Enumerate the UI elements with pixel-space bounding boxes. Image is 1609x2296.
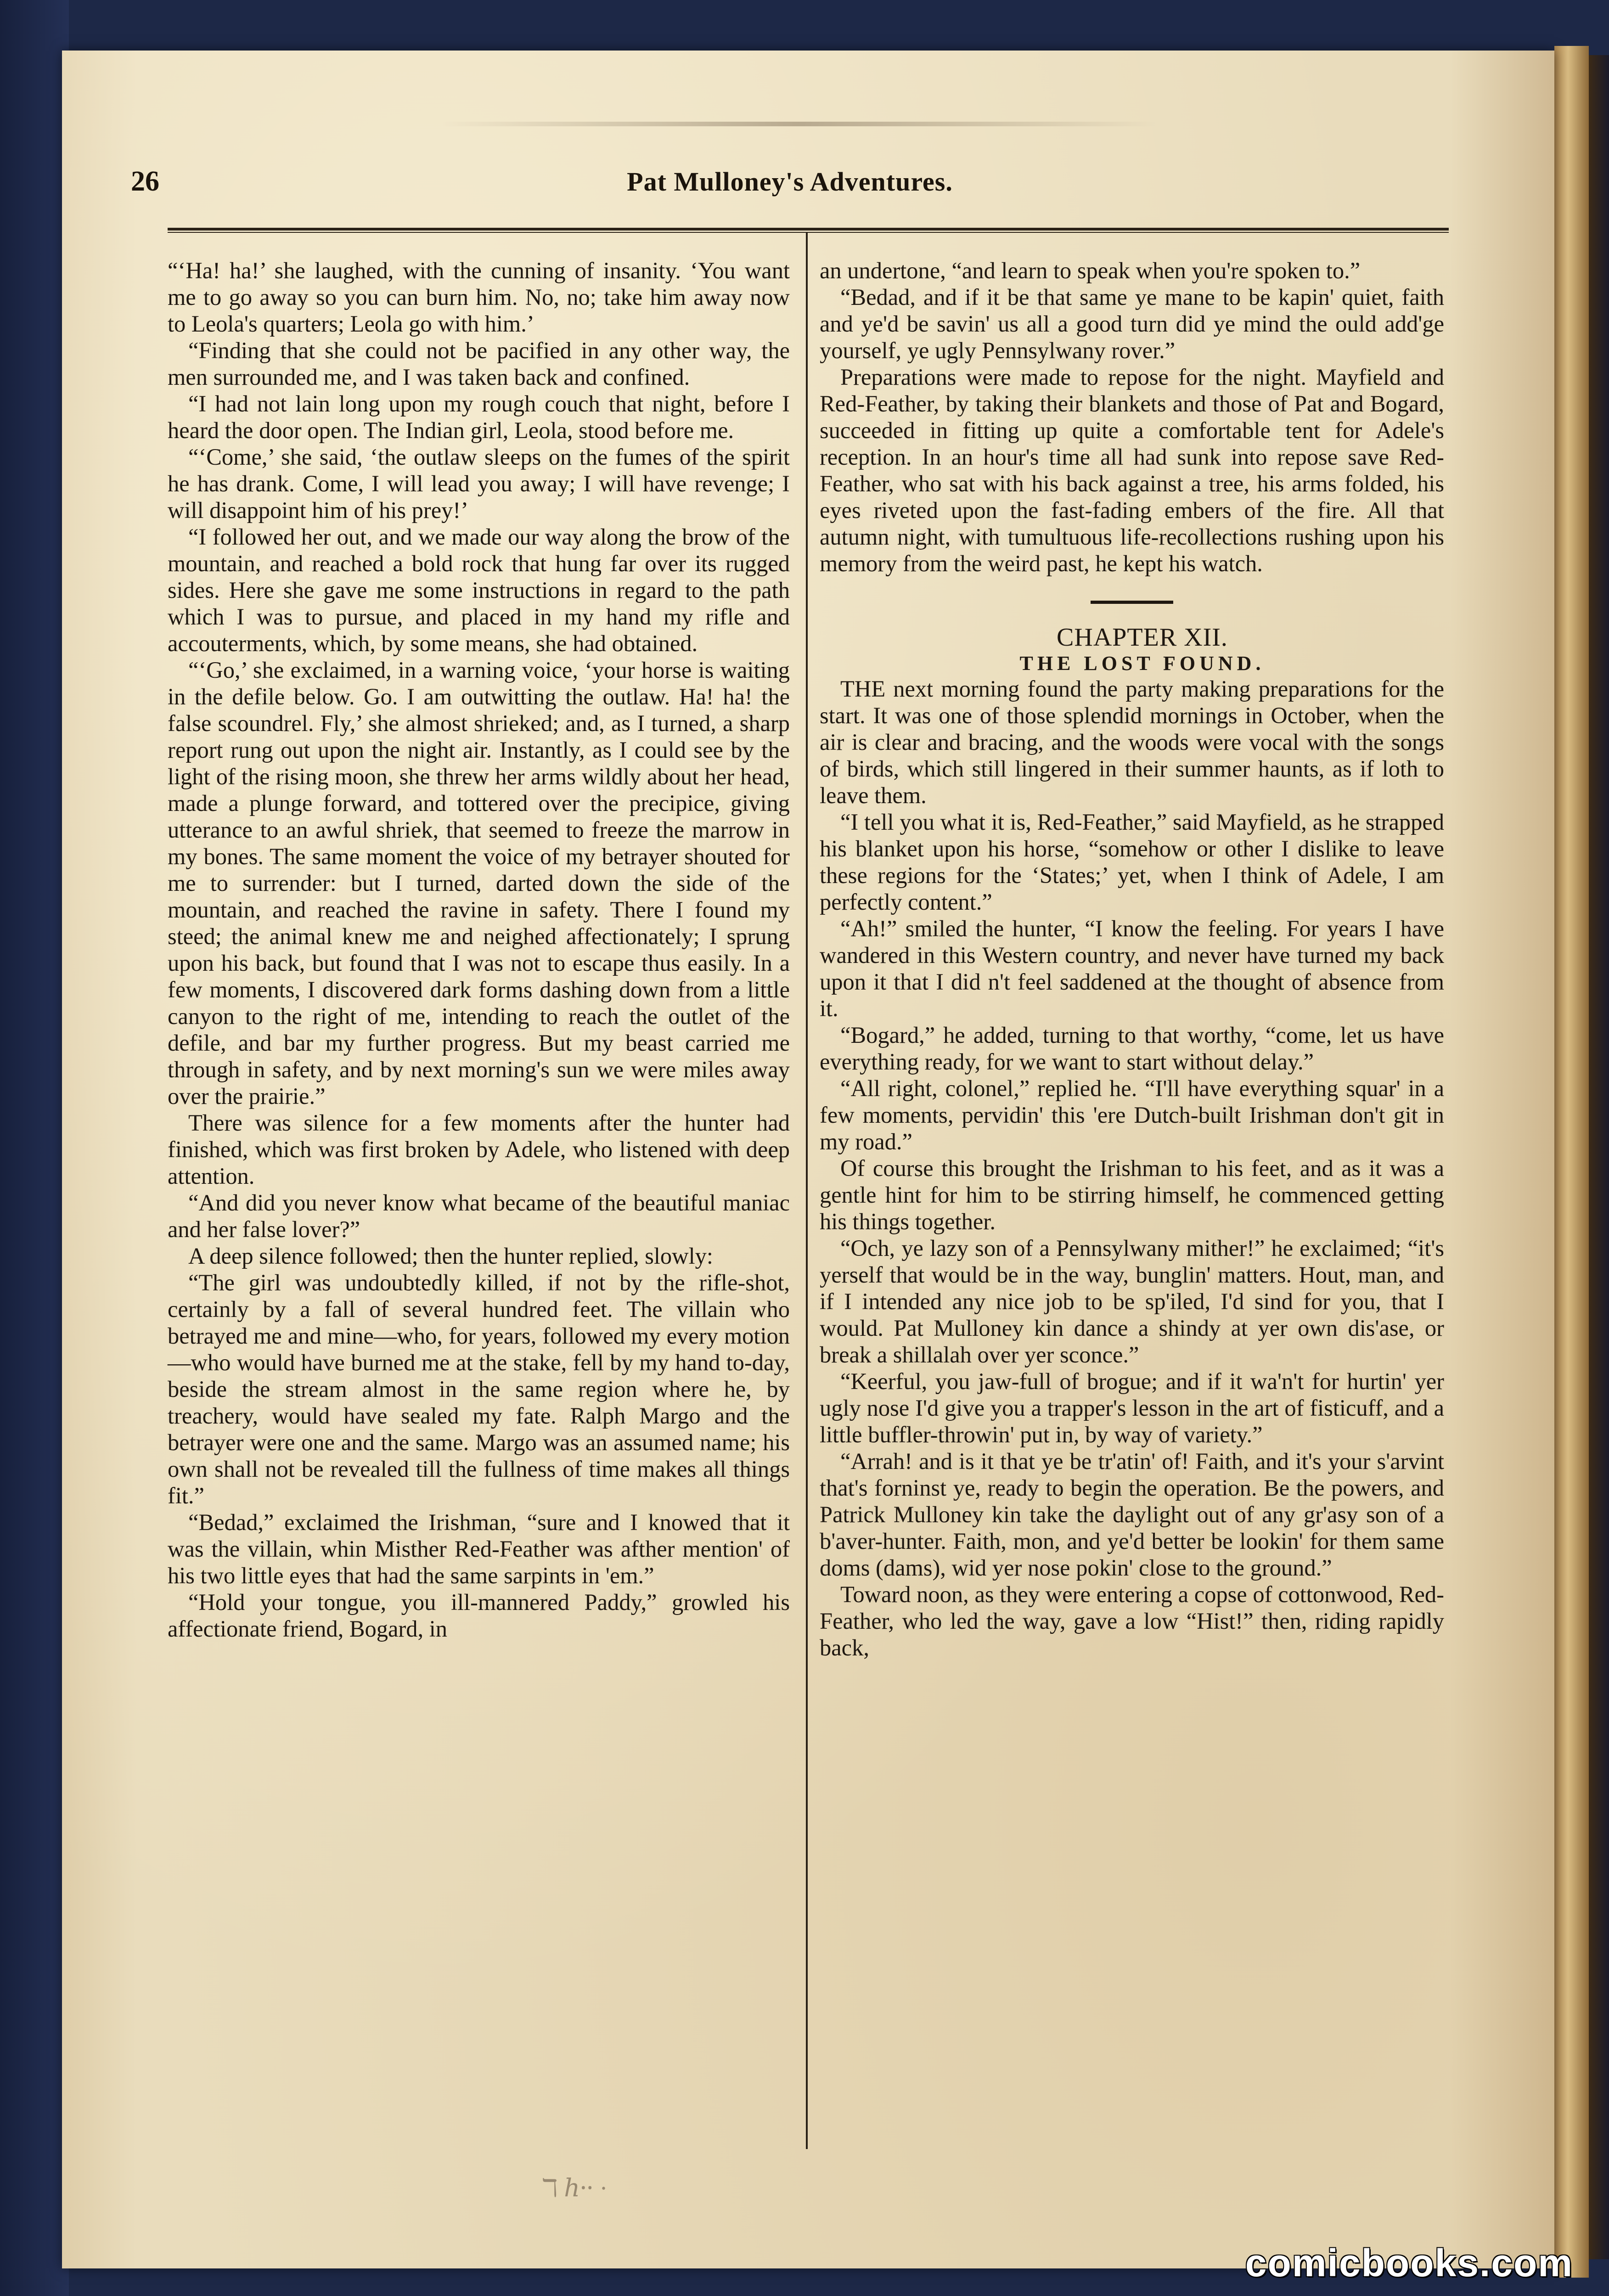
paragraph: “Ah!” smiled the hunter, “I know the feeling. For years I have wandered in this Western country, and never have turned my back upon it that I did n't feel saddened at the thought of absence from it. xyxy=(820,916,1444,1021)
page-number: 26 xyxy=(131,166,159,197)
paragraph: THE next morning found the party making preparations for the start. It was one of those splendid mornings in October, when the air is clear and bracing, and the woods were vocal with the songs of birds, which still lingered in their summer haunts, as if loth to leave them. xyxy=(820,676,1444,808)
page-spine xyxy=(1554,46,1589,2278)
paragraph: “The girl was undoubtedly killed, if not by the rifle-shot, certainly by a fall of several hundred feet. The villain who betrayed me and mine—who, for years, followed my every motion—who would have burned me at the stake, fell by my hand to-day, beside the stream almost in the same region where he, by treachery, would have sealed my fate. Ralph Margo and the betrayer were one and the same. Margo was an assumed name; his own shall not be revealed till the fullness of time makes all things fit.” xyxy=(168,1270,790,1508)
paragraph: “Bogard,” he added, turning to that worthy, “come, let us have everything ready, for we want to start without delay.” xyxy=(820,1022,1444,1075)
chapter-title: CHAPTER XII. xyxy=(1057,623,1228,652)
paragraph: “All right, colonel,” replied he. “I'll have everything squar' in a few moments, pervidin' this 'ere Dutch-built Irishman don't git in my road.” xyxy=(820,1075,1444,1154)
paragraph: “I followed her out, and we made our way along the brow of the mountain, and reached a bold rock that hung far over its rugged sides. Here she gave me some instructions in regard to the path which I was to pursue, and placed in my hand my rifle and accouterments, which, by some means, she had obtained. xyxy=(168,524,790,656)
paragraph: Toward noon, as they were entering a copse of cottonwood, Red-Feather, who led the way, gave a low “Hist!” then, riding rapidly back, xyxy=(820,1581,1444,1660)
paragraph: “And did you never know what became of the beautiful maniac and her false lover?” xyxy=(168,1190,790,1242)
background-left xyxy=(0,0,69,2296)
paragraph: “Keerful, you jaw-full of brogue; and if it wa'n't for hurtin' yer ugly nose I'd give you a trapper's lesson in the art of fisticuff, and a little buffler-throwin' put in, by way of variety.” xyxy=(820,1368,1444,1447)
paragraph: “Och, ye lazy son of a Pennsylwany mither!” he exclaimed; “it's yerself that would be in the way, bunglin' matters. Hout, man, and if I intended any nice job to be sp'iled, I'd sind for you, that I would. Pat Mulloney kin dance a shindy at yer own dis'ase, or break a shillalah over yer sconce.” xyxy=(820,1235,1444,1367)
column-divider xyxy=(806,232,808,2149)
top-smudge xyxy=(441,122,1157,126)
paragraph: “Hold your tongue, you ill-mannered Paddy,” growled his affectionate friend, Bogard, in xyxy=(168,1589,790,1642)
left-column xyxy=(168,257,790,1642)
paragraph: Of course this brought the Irishman to his feet, and as it was a gentle hint for him to be stirring himself, he commenced getting his things together. xyxy=(820,1155,1444,1234)
header-rule-thin xyxy=(168,232,1449,233)
chapter-subtitle: THE LOST FOUND. xyxy=(1019,652,1265,675)
paragraph: “I had not lain long upon my rough couch that night, before I heard the door open. The Indian girl, Leola, stood before me. xyxy=(168,391,790,443)
paragraph: an undertone, “and learn to speak when you're spoken to.” xyxy=(820,258,1361,283)
paragraph: There was silence for a few moments after the hunter had finished, which was first broken by Adele, who listened with deep attention. xyxy=(168,1110,790,1189)
book-edge xyxy=(1589,55,1609,2259)
paragraph: “‘Come,’ she said, ‘the outlaw sleeps on the fumes of the spirit he has drank. Come, I will lead you away; I will have revenge; I will disappoint him of his prey!’ xyxy=(168,444,790,523)
paragraph: “Finding that she could not be pacified in any other way, the men surrounded me, and I was taken back and confined. xyxy=(168,338,790,390)
paragraph: “Bedad, and if it be that same ye mane to be kapin' quiet, faith and ye'd be savin' us all a good turn did ye mind the ould add'ge yourself, ye ugly Pennsylwany rover.” xyxy=(820,284,1444,363)
paragraph: “Bedad,” exclaimed the Irishman, “sure and I knowed that it was the villain, whin Misther Red-Feather was afther mention' of his two little eyes that had the same sarpints in 'em.” xyxy=(168,1509,790,1588)
bottom-ink-marks: ℸ ℎ⸱⸱ · xyxy=(542,2174,608,2202)
page-header xyxy=(131,165,1449,207)
paragraph: “‘Ha! ha!’ she laughed, with the cunning of insanity. ‘You want me to go away so you can burn him. No, no; take him away now to Leola's quarters; Leola go with him.’ xyxy=(168,258,790,337)
right-column xyxy=(820,257,1444,1661)
section-separator xyxy=(1091,601,1173,604)
header-rule xyxy=(168,228,1449,231)
paragraph: “I tell you what it is, Red-Feather,” said Mayfield, as he strapped his blanket upon his horse, “somehow or other I dislike to leave these regions for the ‘States;’ yet, when I think of Adele, I am perfectly content.” xyxy=(820,809,1444,915)
paragraph: “‘Go,’ she exclaimed, in a warning voice, ‘your horse is waiting in the defile below. Go. I am outwitting the outlaw. Ha! ha! the false scoundrel. Fly,’ she almost shrieked; and, as I turned, a sharp report rung out upon the night air. Instantly, as I could see by the light of the rising moon, she threw her arms wildly about her head, made a plunge forward, and tottered over the precipice, giving utterance to an awful shriek, that seemed to freeze the marrow in my bones. The same moment the voice of my betrayer shouted for me to surrender: but I turned, darted down the side of the mountain, and reached the ravine in safety. There I found my steed; the animal knew me and neighed affectionately; I sprung upon his back, but found that I was not to escape thus easily. In a few moments, I discovered dark forms dashing down from a little canyon to the right of me, intending to reach the outlet of the defile, and bar my further progress. But my beast carried me through in safety, and by next morning's sun we were miles away over the prairie.” xyxy=(168,657,790,1109)
paragraph: “Arrah! and is it that ye be tr'atin' of! Faith, and it's your s'arvint that's forninst ye, ready to begin the operation. Be the powers, and Patrick Mulloney kin take the daylight out of any gr'asy son of a b'aver-hunter. Faith, mon, and ye'd better be lookin' for them same doms (dams), wid yer nose pokin' close to the ground.” xyxy=(820,1448,1444,1581)
paragraph: Preparations were made to repose for the night. Mayfield and Red-Feather, by taking their blankets and those of Pat and Bogard, succeeded in fitting up quite a comfortable tent for Adele's reception. In an hour's time all had sunk into repose save Red-Feather, who sat with his back against a tree, his arms folded, his eyes riveted upon the fast-fading embers of the fire. All that autumn night, with tumultuous life-recollections rushing upon his memory from the weird past, he kept his watch. xyxy=(820,364,1444,576)
paragraph: A deep silence followed; then the hunter replied, slowly: xyxy=(188,1243,713,1269)
running-title: Pat Mulloney's Adventures. xyxy=(627,167,953,197)
watermark: comicbooks.com xyxy=(1245,2241,1573,2285)
